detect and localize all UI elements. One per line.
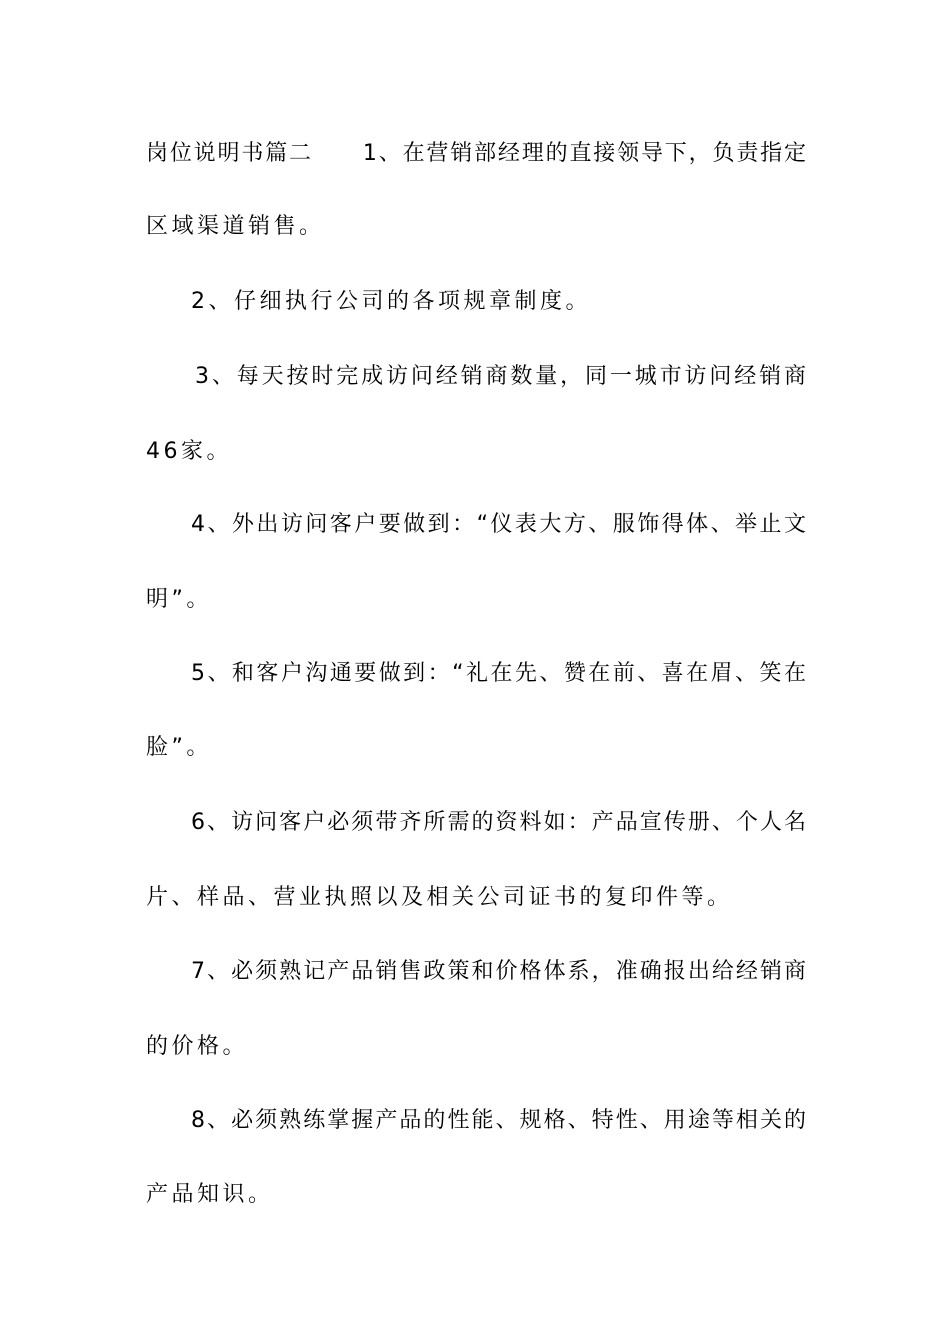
document-heading: 岗位说明书篇二 bbox=[146, 141, 313, 166]
item-2-text: 2、仔细执行公司的各项规章制度。 bbox=[191, 289, 591, 314]
paragraph-line-1 bbox=[146, 139, 806, 169]
item-6-continued: 片、样品、营业执照以及相关公司证书的复印件等。 bbox=[146, 885, 733, 910]
item-8-text: 8、必须熟练掌握产品的性能、规格、特性、用途等相关的 bbox=[191, 1108, 806, 1133]
item-3-continued: 46家。 bbox=[146, 439, 232, 464]
item-7-text: 7、必须熟记产品销售政策和价格体系，准确报出给经销商 bbox=[191, 959, 806, 984]
item-8-continued: 产品知识。 bbox=[146, 1182, 274, 1207]
item-3-text: 3、每天按时完成访问经销商数量，同一城市访问经销商 bbox=[195, 364, 806, 389]
paragraph-line-2: 区域渠道销售。 bbox=[146, 214, 325, 239]
item-5-text: 5、和客户沟通要做到：“礼在先、赞在前、喜在眉、笑在 bbox=[191, 661, 806, 686]
item-6-text: 6、访问客户必须带齐所需的资料如：产品宣传册、个人名 bbox=[191, 810, 806, 835]
item-4-continued: 明”。 bbox=[146, 587, 212, 612]
item-5-continued: 脸”。 bbox=[146, 735, 212, 760]
item-7-continued: 的价格。 bbox=[146, 1034, 249, 1059]
item-4-text: 4、外出访问客户要做到：“仪表大方、服饰得体、举止文 bbox=[191, 512, 806, 537]
item-1-text: 1、在营销部经理的直接领导下，负责指定 bbox=[362, 141, 806, 166]
